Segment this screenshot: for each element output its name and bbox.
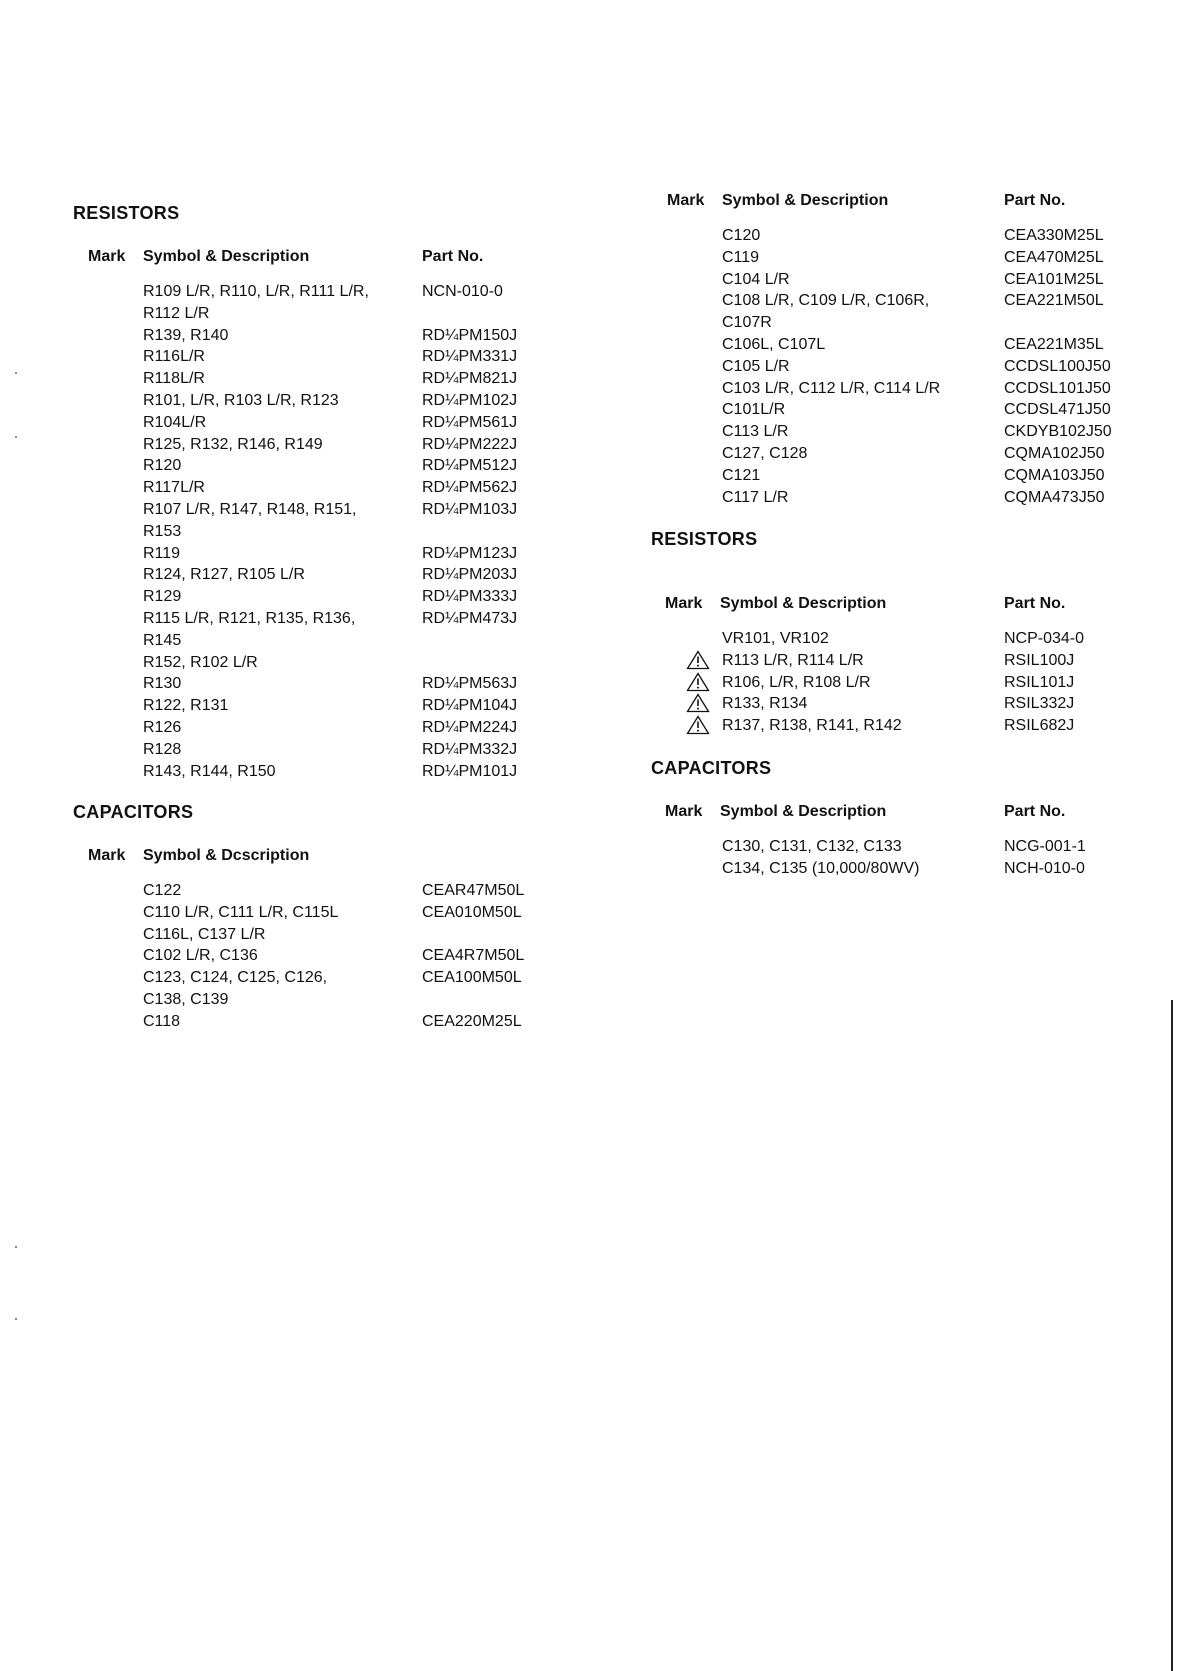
symbol-description: R137, R138, R141, R142 <box>722 717 902 735</box>
right-capacitors-cont-part-header: Part No. <box>1004 192 1066 209</box>
symbol-description: C134, C135 (10,000/80WV) <box>722 859 920 877</box>
table-row <box>143 325 583 347</box>
symbol-description: C130, C131, C132, C133 <box>722 838 902 855</box>
symbol-description: C105 L/R <box>722 357 790 375</box>
left-resistors-list <box>143 281 583 782</box>
symbol-description: R116L/R <box>143 348 205 366</box>
table-row <box>722 247 1152 269</box>
table-row <box>143 945 583 967</box>
part-number: CCDSL471J50 <box>1004 401 1111 419</box>
table-row <box>722 378 1152 400</box>
left-capacitors-title: CAPACITORS <box>73 802 194 822</box>
part-number: CKDYB102J50 <box>1004 423 1112 441</box>
table-row <box>143 880 583 902</box>
part-number: CCDSL100J50 <box>1004 357 1111 375</box>
right-resistors-title: RESISTORS <box>651 529 758 549</box>
scan-speck <box>15 372 17 374</box>
warning-triangle-icon <box>686 693 712 714</box>
table-row <box>143 989 583 1011</box>
table-row <box>143 924 583 946</box>
table-row <box>143 390 583 412</box>
table-row <box>143 543 583 565</box>
part-number: CEA101M25L <box>1004 270 1104 288</box>
part-number: CCDSL101J50 <box>1004 379 1111 397</box>
part-number: RD¼PM123J <box>422 544 518 562</box>
symbol-description: C108 L/R, C109 L/R, C106R, <box>722 292 930 310</box>
table-row <box>722 399 1152 421</box>
part-number: RD¼PM222J <box>422 435 518 453</box>
table-row <box>143 630 583 652</box>
table-row <box>143 499 583 521</box>
part-number: RD¼PM512J <box>422 457 518 475</box>
symbol-description: R139, R140 <box>143 326 229 344</box>
table-row <box>143 564 583 586</box>
symbol-description: R104L/R <box>143 413 207 431</box>
symbol-description: C104 L/R <box>722 270 790 288</box>
left-resistors-title: RESISTORS <box>73 203 180 223</box>
part-number: RD¼PM224J <box>422 718 518 736</box>
right-capacitors-cont-list <box>722 225 1152 508</box>
part-number: RD¼PM101J <box>422 762 518 780</box>
table-row <box>143 455 583 477</box>
warning-triangle-icon <box>686 672 712 693</box>
table-row <box>143 717 583 739</box>
part-number: CQMA103J50 <box>1004 466 1105 484</box>
symbol-description: R153 <box>143 522 182 540</box>
symbol-description: C107R <box>722 314 772 332</box>
symbol-description: R152, R102 L/R <box>143 653 258 671</box>
part-number: RD¼PM203J <box>422 566 518 584</box>
symbol-description: R119 <box>143 544 181 562</box>
warning-triangle-icon <box>686 650 712 671</box>
symbol-description: R143, R144, R150 <box>143 762 276 780</box>
symbol-description: R128 <box>143 740 182 758</box>
part-number: RSIL332J <box>1004 695 1075 713</box>
symbol-description: C120 <box>722 227 761 244</box>
symbol-description: C116L, C137 L/R <box>143 925 266 943</box>
table-row <box>143 739 583 761</box>
part-number: RSIL101J <box>1004 673 1075 691</box>
warning-triangle-icon <box>686 715 712 736</box>
part-number: CEA010M50L <box>422 903 522 921</box>
left-capacitors-list <box>143 880 583 1033</box>
part-number: CEA220M25L <box>422 1012 522 1030</box>
part-number: RD¼PM563J <box>422 675 518 693</box>
scan-speck <box>15 1318 17 1320</box>
part-number: RD¼PM561J <box>422 413 518 431</box>
table-row <box>722 693 1152 715</box>
part-number: NCP-034-0 <box>1004 630 1085 647</box>
table-row <box>722 836 1152 858</box>
left-resistors-mark-header: Mark <box>88 248 126 265</box>
table-row <box>722 225 1152 247</box>
table-row <box>722 465 1152 487</box>
right-resistors-mark-header: Mark <box>665 595 703 612</box>
symbol-description: C127, C128 <box>722 444 808 462</box>
symbol-description: C106L, C107L <box>722 335 826 353</box>
left-resistors-symbol-header: Symbol & Description <box>143 248 310 265</box>
table-row <box>143 346 583 368</box>
table-row <box>722 628 1152 650</box>
symbol-description: R101, L/R, R103 L/R, R123 <box>143 391 339 409</box>
part-number: CEA470M25L <box>1004 248 1104 266</box>
scan-speck <box>15 1246 17 1248</box>
table-row <box>722 421 1152 443</box>
part-number: CEA221M35L <box>1004 335 1104 353</box>
symbol-description: R113 L/R, R114 L/R <box>722 651 864 669</box>
symbol-description: C122 <box>143 882 182 899</box>
symbol-description: R133, R134 <box>722 695 808 713</box>
right-resistors-symbol-header: Symbol & Description <box>720 595 887 612</box>
symbol-description: R107 L/R, R147, R148, R151, <box>143 500 357 518</box>
table-row <box>722 334 1152 356</box>
part-number: CQMA473J50 <box>1004 488 1105 506</box>
left-capacitors-symbol-header: Symbol & Dcscription <box>143 847 310 864</box>
part-number: CEAR47M50L <box>422 882 525 899</box>
table-row <box>722 290 1152 312</box>
table-row <box>722 672 1152 694</box>
table-row <box>143 477 583 499</box>
symbol-description: R109 L/R, R110, L/R, R111 L/R, <box>143 283 369 300</box>
table-row <box>722 650 1152 672</box>
table-row <box>143 412 583 434</box>
left-resistors-part-header: Part No. <box>422 248 484 265</box>
table-row <box>722 269 1152 291</box>
table-row <box>722 858 1152 880</box>
symbol-description: C121 <box>722 466 761 484</box>
part-number: RD¼PM473J <box>422 609 518 627</box>
right-capacitors-cont-symbol-header: Symbol & Description <box>722 192 889 209</box>
right-capacitors-symbol-header: Symbol & Description <box>720 803 887 820</box>
right-capacitors-cont-mark-header: Mark <box>667 192 705 209</box>
table-row <box>143 652 583 674</box>
symbol-description: R112 L/R <box>143 304 210 322</box>
left-capacitors-mark-header: Mark <box>88 847 126 864</box>
part-number: RSIL100J <box>1004 651 1075 669</box>
right-capacitors-mark-header: Mark <box>665 803 703 820</box>
table-row <box>722 443 1152 465</box>
symbol-description: R125, R132, R146, R149 <box>143 435 323 453</box>
table-row <box>722 312 1152 334</box>
symbol-description: C118 <box>143 1012 181 1030</box>
symbol-description: C117 L/R <box>722 488 789 506</box>
symbol-description: R115 L/R, R121, R135, R136, <box>143 609 356 627</box>
symbol-description: R122, R131 <box>143 697 229 715</box>
table-row <box>143 303 583 325</box>
symbol-description: R118L/R <box>143 370 205 388</box>
table-row <box>722 715 1152 737</box>
right-resistors-part-header: Part No. <box>1004 595 1066 612</box>
symbol-description: R130 <box>143 675 182 693</box>
symbol-description: C138, C139 <box>143 990 229 1008</box>
part-number: RD¼PM102J <box>422 391 518 409</box>
symbol-description: R145 <box>143 631 182 649</box>
symbol-description: C110 L/R, C111 L/R, C115L <box>143 903 339 921</box>
table-row <box>722 356 1152 378</box>
part-number: NCH-010-0 <box>1004 859 1085 877</box>
part-number: NCN-010-0 <box>422 283 503 300</box>
table-row <box>143 586 583 608</box>
right-capacitors-title: CAPACITORS <box>651 758 772 778</box>
table-row <box>143 608 583 630</box>
table-row <box>143 761 583 783</box>
symbol-description: C123, C124, C125, C126, <box>143 969 328 987</box>
symbol-description: C103 L/R, C112 L/R, C114 L/R <box>722 379 941 397</box>
part-number: RD¼PM104J <box>422 697 518 715</box>
table-row <box>722 487 1152 509</box>
part-number: CEA4R7M50L <box>422 947 525 965</box>
part-number: RD¼PM332J <box>422 740 518 758</box>
part-number: RD¼PM331J <box>422 348 518 366</box>
symbol-description: C119 <box>722 248 760 266</box>
symbol-description: R124, R127, R105 L/R <box>143 566 305 584</box>
part-number: RD¼PM821J <box>422 370 518 388</box>
part-number: CQMA102J50 <box>1004 444 1105 462</box>
table-row <box>143 695 583 717</box>
symbol-description: C101L/R <box>722 401 786 419</box>
part-number: RD¼PM103J <box>422 500 518 518</box>
symbol-description: R126 <box>143 718 182 736</box>
table-row <box>143 673 583 695</box>
table-row <box>143 281 583 303</box>
symbol-description: R129 <box>143 588 182 606</box>
table-row <box>143 902 583 924</box>
symbol-description: C113 L/R <box>722 423 789 441</box>
part-number: RD¼PM333J <box>422 588 518 606</box>
right-capacitors-part-header: Part No. <box>1004 803 1066 820</box>
symbol-description: R120 <box>143 457 182 475</box>
table-row <box>143 521 583 543</box>
scan-edge-line <box>1171 1000 1173 1671</box>
symbol-description: R117L/R <box>143 479 205 497</box>
part-number: NCG-001-1 <box>1004 838 1086 855</box>
symbol-description: R106, L/R, R108 L/R <box>722 673 871 691</box>
table-row <box>143 1011 583 1033</box>
part-number: RD¼PM150J <box>422 326 518 344</box>
table-row <box>143 368 583 390</box>
right-resistors-list <box>722 628 1152 737</box>
part-number: RD¼PM562J <box>422 479 518 497</box>
scan-speck <box>15 436 17 438</box>
symbol-description: C102 L/R, C136 <box>143 947 258 965</box>
part-number: CEA330M25L <box>1004 227 1104 244</box>
part-number: CEA100M50L <box>422 969 522 987</box>
part-number: CEA221M50L <box>1004 292 1104 310</box>
part-number: RSIL682J <box>1004 717 1075 735</box>
table-row <box>143 434 583 456</box>
symbol-description: VR101, VR102 <box>722 630 829 647</box>
right-capacitors-list <box>722 836 1152 880</box>
table-row <box>143 967 583 989</box>
